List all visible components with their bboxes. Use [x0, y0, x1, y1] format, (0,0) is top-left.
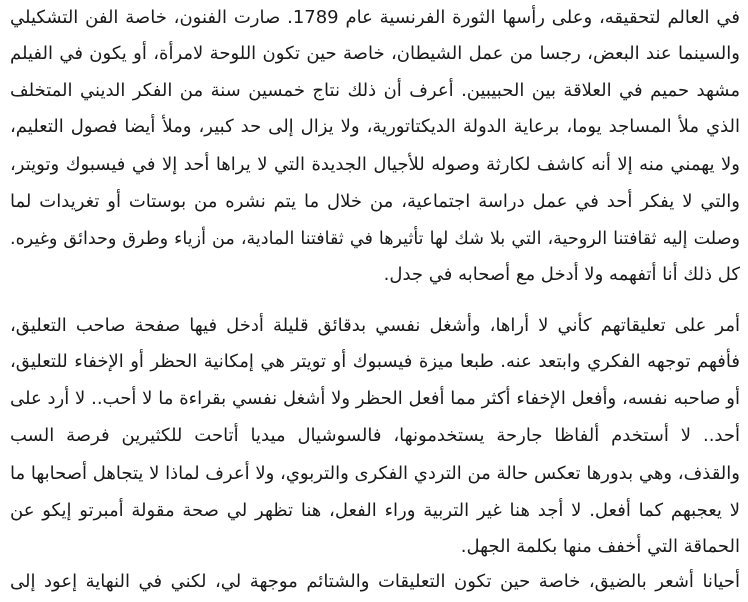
paragraph-line: لا يعجبهم كما أفعل. لا أجد هنا غير التربية وراء الفعل، هنا تظهر لي صحة مقولة أمبرتو إيكو عن — [10, 500, 740, 521]
paragraph-line: والقذف، وهي بدورها تعكس حالة من التردي الفكرى والتربوي، ولا أعرف لماذا لا يتجاهل أصحابها ما — [10, 463, 740, 484]
paragraph-line: في العالم لتحقيقه، وعلى رأسها الثورة الفرنسية عام 1789. صارت الفنون، خاصة الفن التشكيلي — [10, 7, 741, 28]
paragraph-line: فأفهم توجهه الفكري وابتعد عنه. طبعا ميزة فيسبوك أو تويتر هي إمكانية الحظر أو الإخفاء للتعليق، — [10, 351, 740, 372]
paragraph-line: الذي ملأ المساجد يوما، برعاية الدولة الديكتاتورية، ولا يزال إلى حد كبير، وملأ أيضا فصول التعليم، — [10, 116, 740, 137]
paragraph-line: أو صاحبه نفسه، وأفعل الإخفاء أكثر مما أفعل الحظر ولا أشغل نفسي بقراءة ما لا أحب.. لا أرد على — [10, 388, 740, 409]
paragraph-line: أمر على تعليقاتهم كأني لا أراها، وأشغل نفسي بدقائق قليلة أدخل فيها صفحة صاحب التعليق، — [10, 315, 740, 336]
paragraph-line: كل ذلك أنا أتفهمه ولا أدخل مع أصحابه في جدل. — [383, 264, 740, 285]
paragraph-line: والسينما عند البعض، رجسا من عمل الشيطان، خاصة حين تكون اللوحة لامرأة، أو يكون في الفيلم — [10, 43, 740, 64]
paragraph-line: ولا يهمني منه إلا أنه كاشف لكارثة وصوله للأجيال الجديدة التي لا يراها أحد إلا في فيسبوك وتويتر، — [10, 154, 740, 175]
paragraph-line: وصلت إليه ثقافتنا الروحية، التي بلا شك لها تأثيرها في ثقافتنا المادية، من أزياء وطرق وحدائق وغيره. — [10, 229, 740, 249]
paragraph-line: مشهد حميم في العلاقة بين الحبيبين. أعرف أن ذلك نتاج خمسين سنة من الفكر الديني المتخلف — [10, 80, 740, 101]
paragraph-line: الحماقة التي أخفف منها بكلمة الجهل. — [460, 536, 740, 557]
paragraph-line: أحد.. لا أستخدم ألفاظا جارحة يستخدمونها، فالسوشيال ميديا أتاحت للكثيرين فرصة السب — [10, 425, 740, 446]
paragraph-line: والتي لا يفكر أحد في عمل دراسة اجتماعية، من خلال ما يتم نشره من بوستات أو تغريدات لما — [10, 191, 740, 212]
paragraph-line: أحيانا أشعر بالضيق، خاصة حين تكون التعليقات والشتائم موجهة لي، لكني في النهاية إعود إلى — [10, 571, 740, 592]
